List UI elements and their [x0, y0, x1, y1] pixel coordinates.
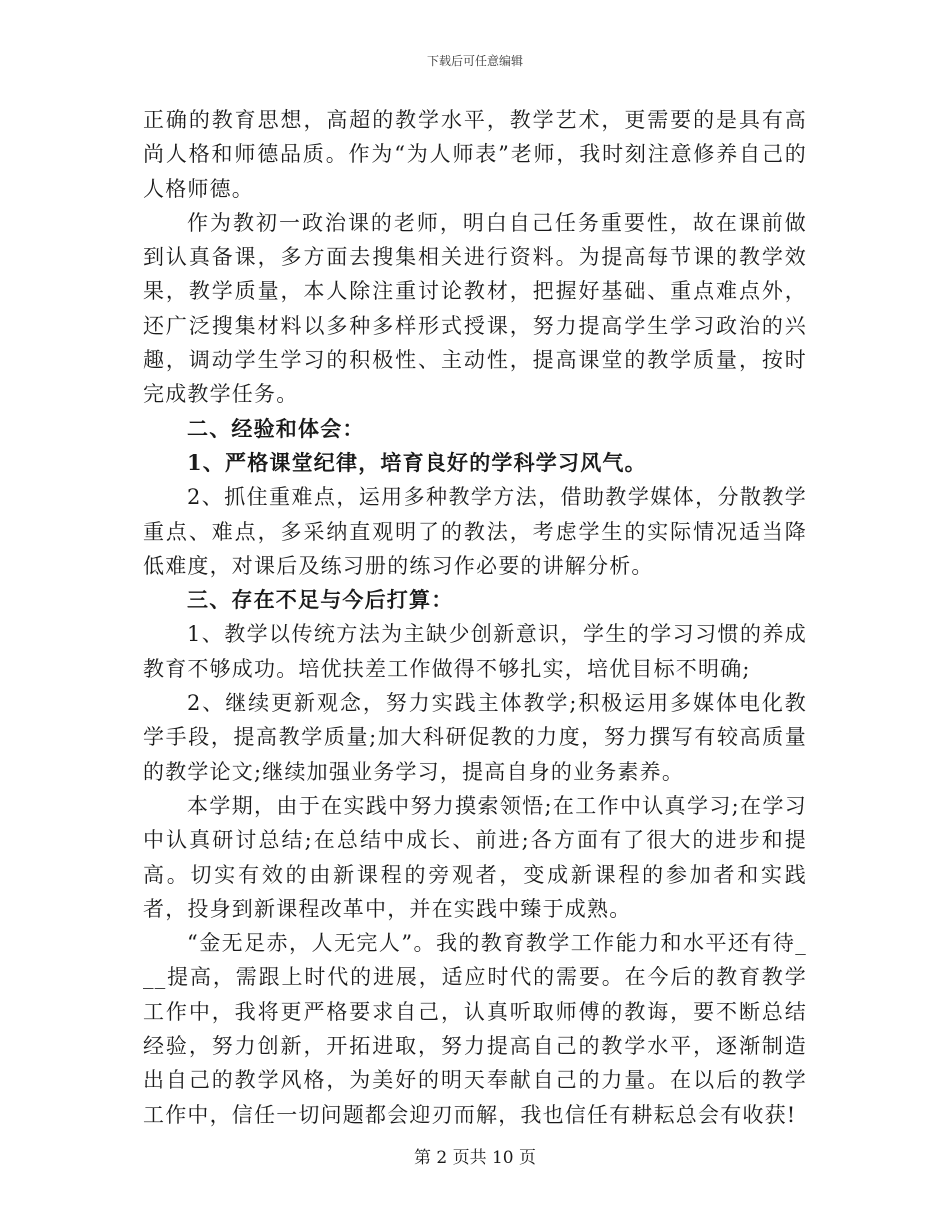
paragraph-continuation: 正确的教育思想，高超的教学水平，教学艺术，更需要的是具有高尚人格和师德品质。作为“为人师表”老师，我时刻注意修养自己的人格师德。	[143, 108, 807, 201]
page-header: 下载后可任意编辑	[426, 54, 523, 68]
list-item-discipline: 1、严格课堂纪律，培育良好的学科学习风气。	[187, 449, 647, 475]
section-heading-experience: 二、经验和体会：	[187, 415, 365, 441]
list-item-shortcoming-1: 1、教学以传统方法为主缺少创新意识，学生的学习习惯的养成教育不够成功。培优扶差工作做得不够扎实，培优目标不明确;	[143, 622, 807, 681]
list-item-plan-2: 2、继续更新观念，努力实践主体教学;积极运用多媒体电化教学手段，提高教学质量;加大科研促教的力度，努力撰写有较高质量的教学论文;继续加强业务学习，提高自身的业务素养。	[143, 691, 807, 784]
section-heading-shortcomings: 三、存在不足与今后打算：	[187, 587, 454, 613]
paragraph-teaching-preparation: 作为教初一政治课的老师，明白自己任务重要性，故在课前做到认真备课，多方面去搜集相关进行资料。为提高每节课的教学效果，教学质量，本人除注重讨论教材，把握好基础、重点难点外，还广泛搜集材料以多种多样形式授课，努力提高学生学习政治的兴趣，调动学生学习的积极性、主动性，提高课堂的教学质量，按时完成教学任务。	[143, 210, 807, 407]
list-item-key-points: 2、抓住重难点，运用多种教学方法，借助教学媒体，分散教学重点、难点，多采纳直观明了的教法，考虑学生的实际情况适当降低难度，对课后及练习册的练习作必要的讲解分析。	[143, 485, 807, 578]
page-number: 第 2 页共 10 页	[413, 1148, 537, 1168]
document-body	[143, 103, 807, 1132]
paragraph-semester-summary: 本学期，由于在实践中努力摸索领悟;在工作中认真学习;在学习中认真研讨总结;在总结中成长、前进;各方面有了很大的进步和提高。切实有效的由新课程的旁观者，变成新课程的参加者和实践者，投身到新课程改革中，并在实践中臻于成熟。	[143, 793, 807, 921]
paragraph-conclusion: “金无足赤，人无完人”。我的教育教学工作能力和水平还有待___提高，需跟上时代的进展，适应时代的需要。在今后的教育教学工作中，我将更严格要求自己，认真听取师傅的教诲，要不断总结经验，努力创新，开拓进取，努力提高自己的教学水平，逐渐制造出自己的教学风格，为美好的明天奉献自己的力量。在以后的教学工作中，信任一切问题都会迎刃而解，我也信任有耕耘总会有收获!	[143, 931, 807, 1127]
